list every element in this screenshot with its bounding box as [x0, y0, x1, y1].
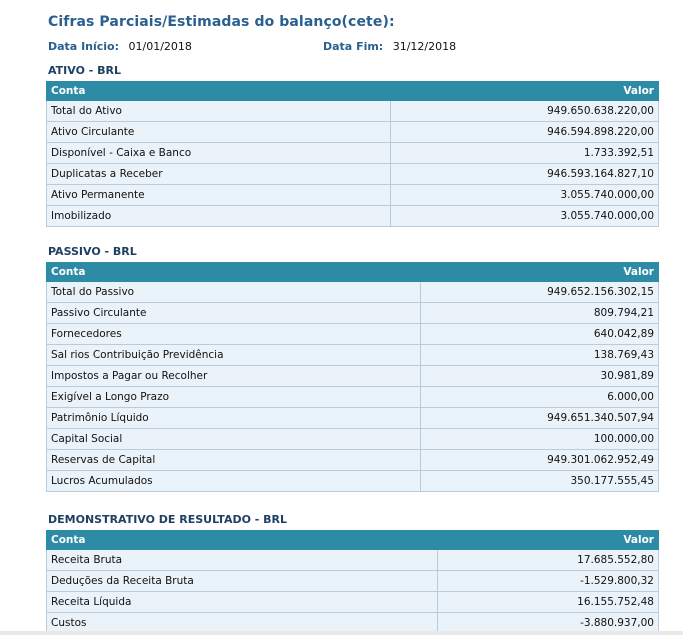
table-row [47, 143, 659, 164]
col-conta: Conta [47, 82, 391, 101]
row-conta: Total do Ativo [47, 101, 391, 122]
row-conta: Duplicatas a Receber [47, 164, 391, 185]
table-row [47, 450, 659, 471]
table-row [47, 122, 659, 143]
row-conta: Reservas de Capital [47, 450, 421, 471]
row-valor: 949.650.638.220,00 [391, 101, 659, 122]
row-valor: 3.055.740.000,00 [391, 206, 659, 227]
row-valor: 6.000,00 [420, 387, 658, 408]
row-conta: Receita Bruta [47, 550, 438, 571]
end-date [323, 40, 456, 53]
start-date-label: Data Início: [48, 40, 120, 53]
row-conta: Patrimônio Líquido [47, 408, 421, 429]
row-conta: Capital Social [47, 429, 421, 450]
row-conta: Sal rios Contribuição Previdência [47, 345, 421, 366]
dre-title: DEMONSTRATIVO DE RESULTADO - BRL [48, 513, 288, 526]
col-conta: Conta [47, 531, 438, 550]
passivo-section [46, 245, 659, 492]
row-conta: Deduções da Receita Bruta [47, 571, 438, 592]
col-conta: Conta [47, 263, 421, 282]
start-date-value: 01/01/2018 [128, 40, 192, 53]
table-row [47, 592, 659, 613]
row-valor: 946.594.898.220,00 [391, 122, 659, 143]
row-conta: Disponível - Caixa e Banco [47, 143, 391, 164]
row-conta: Ativo Permanente [47, 185, 391, 206]
row-conta: Custos [47, 613, 438, 634]
table-header [47, 82, 659, 101]
table-header [47, 531, 659, 550]
ativo-table [46, 81, 659, 227]
row-valor: 350.177.555,45 [420, 471, 658, 492]
table-row [47, 164, 659, 185]
row-conta: Receita Líquida [47, 592, 438, 613]
col-valor: Valor [437, 531, 658, 550]
row-conta: Passivo Circulante [47, 303, 421, 324]
row-valor: 1.733.392,51 [391, 143, 659, 164]
row-valor: 949.651.340.507,94 [420, 408, 658, 429]
table-row [47, 206, 659, 227]
table-row [47, 185, 659, 206]
table-header [47, 263, 659, 282]
row-valor: 946.593.164.827,10 [391, 164, 659, 185]
row-valor: 640.042,89 [420, 324, 658, 345]
dre-section [46, 513, 659, 634]
row-valor: 100.000,00 [420, 429, 658, 450]
ativo-section [46, 64, 659, 227]
table-row [47, 408, 659, 429]
row-conta: Exigível a Longo Prazo [47, 387, 421, 408]
bottom-divider [0, 631, 683, 635]
passivo-table [46, 262, 659, 492]
passivo-title: PASSIVO - BRL [48, 245, 137, 258]
row-conta: Impostos a Pagar ou Recolher [47, 366, 421, 387]
row-valor: 16.155.752,48 [437, 592, 658, 613]
row-valor: 809.794,21 [420, 303, 658, 324]
row-valor: 949.652.156.302,15 [420, 282, 658, 303]
table-row [47, 282, 659, 303]
ativo-title: ATIVO - BRL [48, 64, 122, 77]
row-conta: Fornecedores [47, 324, 421, 345]
col-valor: Valor [420, 263, 658, 282]
row-valor: -1.529.800,32 [437, 571, 658, 592]
table-row [47, 366, 659, 387]
table-row [47, 429, 659, 450]
start-date [48, 40, 192, 53]
page-title: Cifras Parciais/Estimadas do balanço(cete): [48, 14, 395, 30]
row-valor: 949.301.062.952,49 [420, 450, 658, 471]
row-conta: Total do Passivo [47, 282, 421, 303]
table-row [47, 387, 659, 408]
row-conta: Imobilizado [47, 206, 391, 227]
table-row [47, 101, 659, 122]
row-valor: 3.055.740.000,00 [391, 185, 659, 206]
table-row [47, 303, 659, 324]
row-valor: 17.685.552,80 [437, 550, 658, 571]
end-date-value: 31/12/2018 [392, 40, 457, 53]
end-date-label: Data Fim: [323, 40, 384, 53]
dre-table [46, 530, 659, 634]
row-valor: 30.981,89 [420, 366, 658, 387]
table-row [47, 550, 659, 571]
row-conta: Lucros Acumulados [47, 471, 421, 492]
col-valor: Valor [391, 82, 659, 101]
table-row [47, 345, 659, 366]
row-valor: 138.769,43 [420, 345, 658, 366]
row-conta: Ativo Circulante [47, 122, 391, 143]
table-row [47, 324, 659, 345]
row-valor: -3.880.937,00 [437, 613, 658, 634]
table-row [47, 471, 659, 492]
table-row [47, 571, 659, 592]
